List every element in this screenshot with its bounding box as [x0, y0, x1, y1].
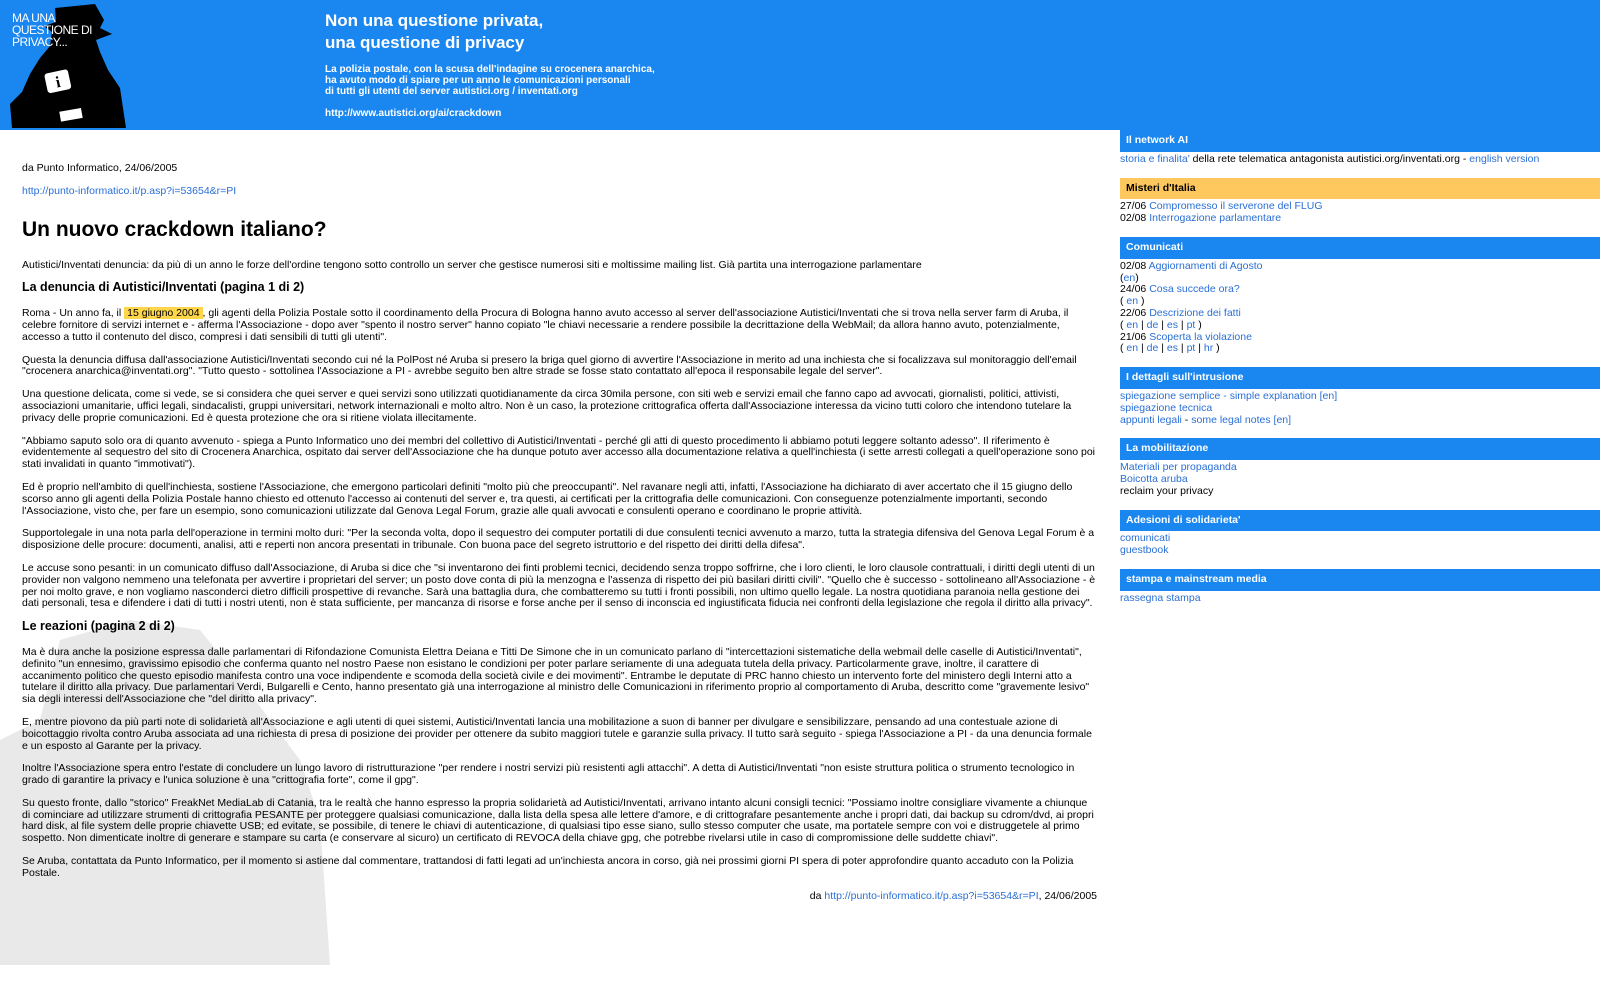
lang-link-es[interactable]: es [1166, 342, 1179, 355]
box-comunicati [1120, 237, 1600, 355]
item-date: 27/06 [1120, 200, 1147, 213]
boycott-aruba-link[interactable]: Boicotta aruba [1120, 472, 1188, 485]
item-date: 24/06 [1120, 283, 1147, 296]
header-subtitle [325, 64, 655, 97]
paragraph-10: Inoltre l'Associazione spera entro l'estate di concludere un lungo lavoro di ristrutturazione "per rendere i nostri servizi più resistenti agli attacchi". A detta di Autistici/Inventati "non esiste struttura politica o strumento tecnologico in grado di garantire la privacy e l'unica soluzione è una "crittografia forte", come il gpg". [22, 762, 1075, 787]
paragraph-2: Questa la denuncia diffusa dall'associazione Autistici/Inventati secondo cui né la PolPost né Aruba si presero la briga quel giorno di avvertire l'Associazione in merito ad una inchiesta che si focalizzava sul monitoraggio dell'email "crocenera anarchica@inventati.org". "Tutto questo - sottolinea l'Associazione a PI - avrebbe seguito ben altre strade se fosse stato contattato all'epoca il responsabile legale del server". [22, 353, 1077, 378]
lang-link-de[interactable]: de [1146, 318, 1159, 331]
page-heading [325, 10, 543, 54]
misteri-link-interrogazione[interactable]: Interrogazione parlamentare [1149, 212, 1282, 225]
sidebar [1120, 130, 1600, 617]
paragraph-1 [22, 308, 1097, 343]
paragraph-3: Una questione delicata, come si vede, se si considera che quei server e quei servizi sono utilizzati quotidianamente da circa 30mila persone, con siti web e servizi email che fanno capo ad avvocati, giornalisti, politici, attivisti, associazioni umanitarie, uffici legali, sindacalisti, gruppi universitari, network internazionali e molto altro. Non è un caso, la protezione crittografica offerta dall'Associazione interessa da vicino tutti coloro che intendono tutelare la privacy delle proprie comunicazioni. Ed è questa protezione che ora si ritiene violata illecitamente. [22, 388, 1072, 424]
separator: - [1181, 413, 1192, 426]
box-stampa-title: stampa e mainstream media [1120, 569, 1600, 591]
paragraph-7: Le accuse sono pesanti: in un comunicato diffuso dall'Associazione, di Aruba si dice che "si inventarono dei finti problemi tecnici, decidendo senza troppo soffrirne, che i loro clienti, le loro clausole contrattuali, i diritti degli utenti di un provider non valgono nemmeno una telefonata per avvertire i proprietari del server; un posto dove conta di più la menzogna e l'assenza di rispetto dei più basilari diritti civili". "Quello che è successo - sottolineano all'Associazione - è per noi molto grave, e non vogliamo nasconderci dietro difficili prospettive di revanche. Sarà una battaglia dura, che combatteremo su tutti i fronti possibili, non ultimo quello legale. La nostra quotidiana paranoia nella gestione dei dati personali, tesa e difendere i dati di tutti i nostri utenti, non è stata sufficiente, per mancanza di risorse e forse anche per il senso di inconscia ed ingiustificata fiducia nei confronti della legislazione che regola il diritto alla privacy". [22, 561, 1096, 610]
logo-text: MA UNA QUESTIONE DI PRIVACY... [12, 11, 93, 49]
source-link[interactable]: http://punto-informatico.it/p.asp?i=53654&r=PI [22, 184, 237, 197]
language-links: (en) [1120, 271, 1139, 284]
lang-link-pt[interactable]: pt [1186, 342, 1196, 355]
subtitle-line-3: di tutti gli utenti del server autistici.org / inventati.org [325, 86, 578, 97]
propaganda-link[interactable]: Materiali per propaganda [1120, 461, 1237, 474]
item-date: 22/06 [1120, 306, 1147, 319]
comunicati-item [1120, 284, 1600, 296]
legal-notes-it-link[interactable]: appunti legali [1120, 413, 1182, 426]
footer-source-link[interactable]: http://punto-informatico.it/p.asp?i=53654&r=PI [824, 889, 1039, 902]
language-links: ( en | de | es | pt | hr ) [1120, 342, 1220, 355]
highlighted-date: 15 giugno 2004 [124, 307, 202, 319]
paragraph-12: Se Aruba, contattata da Punto Informatico, per il momento si astiene dal commentare, trattandosi di fatti legati ad un'inchiesta ancora in corso, già nei prossimi giorni PI spera di poter approfondire quanto accaduto con la Polizia Postale. [22, 855, 1074, 879]
technical-explanation-link[interactable]: spiegazione tecnica [1120, 401, 1213, 414]
box-adesioni [1120, 510, 1600, 557]
lang-link-de[interactable]: de [1146, 342, 1159, 355]
section-heading-2: Le reazioni (pagina 2 di 2) [22, 619, 175, 634]
item-date: 21/06 [1120, 330, 1147, 343]
english-version-link[interactable]: english version [1469, 152, 1540, 165]
lang-link-pt[interactable]: pt [1186, 318, 1196, 331]
heading-line-2: una questione di privacy [325, 33, 525, 52]
paragraph-5: Ed è proprio nell'ambito di quell'inchiesta, sostiene l'Associazione, che emergono particolari definiti "molto più che preoccupanti". Nel ravanare negli atti, infatti, l'Associazione ha dichiarato di aver accertato che il 15 giugno dello scorso anno gli agenti della Polizia Postale hanno chiesto ed ottenuto l'accesso ai contenuti del server e, tra questi, ai certificati per la crittografia delle comunicazioni. Con conseguenze potenzialmente importanti, secondo l'Associazione, visto che, per fare un esempio, sono comunicazioni utilizzate dal Genova Legal Forum, grazie alle quali avvocati e consulenti operano e coordinano le proprie attività. [22, 480, 1073, 517]
header-url[interactable]: http://www.autistici.org/ai/crackdown [325, 108, 502, 119]
language-links: ( en ) [1120, 295, 1145, 308]
paragraph-8: Ma è dura anche la posizione espressa dalle parlamentari di Rifondazione Comunista Elettra Deiana e Titti De Simone che in un comunicato parlano di "intercettazioni sistematiche della webmail delle caselle di Autistici/Inventati", definito "un ennesimo, gravissimo episodio che conferma quanto nel nostro Paese non esistano le condizioni per poter parlare seriamente di una adeguata tutela della privacy. Particolarmente grave, inoltre, il carattere di accanimento politico che questo episodio manifesta contro una voce indipendente e scomoda della società civile e dei movimenti". Entrambe le deputate di PRC hanno chiesto un intervento forte del ministero degli Interni atto a tutelare il diritto alla privacy. Due parlamentari Verdi, Bulgarelli e Cento, hanno presentato già una interrogazione al ministro delle Comunicazioni in riferimento proprio al comportamento di Aruba, descritto come "gravemente lesivo" sia degli interessi dell'Associazione che "del diritto alla privacy". [22, 645, 1090, 706]
paragraph-9: E, mentre piovono da più parti note di solidarietà all'Associazione e agli utenti di quei sistemi, Autistici/Inventati lancia una mobilitazione a suon di banner per divulgare e sensibilizzare, pensando ad una contestuale azione di boicottaggio rivolta contro Aruba associata ad una richiesta di presa di posizione dei provider per ottenere da subito maggiori tutele e garanzie sulla privacy. Il tutto sarà seguito - spiega l'Associazione a PI - da una denuncia formale e un esposto al Garante per la privacy. [22, 715, 1092, 752]
language-links: ( en | de | es | pt ) [1120, 318, 1202, 331]
paragraph-6: Supportolegale in una nota parla dell'operazione in termini molto duri: "Per la seconda volta, dopo il sequestro dei computer portatili di due consulenti tecnici avvenuto a marzo, tutta la strategia difensiva del Genova Legal Forum è a disposizione delle procure: documenti, analisi, atti e reperti non ancora presentati in tribunale. Con buona pace del segreto istruttorio e del rispetto dei diritti della difesa". [22, 527, 1095, 552]
comunicati-link-descrizione[interactable]: Descrizione dei fatti [1149, 306, 1241, 319]
comunicati-link-cosa-succede[interactable]: Cosa succede ora? [1149, 283, 1240, 296]
box-dettagli-title: I dettagli sull'intrusione [1120, 367, 1600, 389]
box-network [1120, 130, 1600, 166]
article-title: Un nuovo crackdown italiano? [22, 217, 327, 241]
comunicati-link-scoperta[interactable]: Scoperta la violazione [1149, 330, 1252, 343]
reclaim-privacy-text: reclaim your privacy [1120, 484, 1214, 497]
subtitle-line-1: La polizia postale, con la scusa dell'indagine su crocenera anarchica, [325, 64, 655, 75]
guestbook-link[interactable]: guestbook [1120, 544, 1169, 557]
box-misteri-title: Misteri d'Italia [1120, 178, 1600, 200]
source-line: da Punto Informatico, 24/06/2005 [22, 162, 178, 174]
footer-prefix: da [809, 889, 822, 902]
article-lead: Autistici/Inventati denuncia: da più di un anno le forze dell'ordine tengono sotto controllo un server che gestisce numerosi siti e moltissime mailing list. Già partita una interrogazione parlamentare [22, 258, 922, 271]
paragraph-1-rest: , gli agenti della Polizia Postale sotto il coordinamento della Procura di Bologna hanno avuto accesso al server dell'associazione Autistici/Inventati che si trova nella server farm di Aruba, il celebre fornitore di servizi internet e - afferma l'Associazione - dopo aver "spento il nostro server" hanno copiato "le chiavi necessarie a rendere possibile la decrittazione della WebMail; da allora hanno avuto, potenzialmente, accesso a tutto il contenuto del disco, compresi i dati sensibili di tutti gli utenti". [22, 307, 1069, 343]
comunicati-solidarity-link[interactable]: comunicati [1120, 532, 1171, 545]
box-mobilitazione [1120, 438, 1600, 497]
misteri-item [1120, 213, 1600, 225]
box-stampa [1120, 569, 1600, 605]
footer-source [22, 891, 1097, 903]
section-heading-1: La denuncia di Autistici/Inventati (pagina 1 di 2) [22, 280, 305, 295]
lang-link-en[interactable]: en [1126, 295, 1139, 308]
simple-explanation-link[interactable]: spiegazione semplice - simple explanation [en] [1120, 389, 1338, 402]
history-link[interactable]: storia e finalita' [1120, 152, 1190, 165]
legal-notes-en-link[interactable]: some legal notes [en] [1191, 413, 1292, 426]
footer-suffix: , 24/06/2005 [1038, 889, 1097, 902]
subtitle-line-2: ha avuto modo di spiare per un anno le comunicazioni personali [325, 75, 631, 86]
box-dettagli [1120, 367, 1600, 426]
press-review-link[interactable]: rassegna stampa [1120, 591, 1201, 604]
site-header [0, 0, 1600, 130]
item-date: 02/08 [1120, 212, 1147, 225]
box-adesioni-title: Adesioni di solidarieta' [1120, 510, 1600, 532]
lang-link-en[interactable]: en [1123, 271, 1136, 284]
lang-link-es[interactable]: es [1166, 318, 1179, 331]
box-mobilitazione-title: La mobilitazione [1120, 438, 1600, 460]
lang-link-en[interactable]: en [1126, 342, 1139, 355]
paragraph-4: "Abbiamo saputo solo ora di quanto avvenuto - spiega a Punto Informatico uno dei membri del collettivo di Autistici/Inventati - perché gli atti di questo procedimento li abbiamo potuti leggere soltanto adesso". Il riferimento è evidentemente al sequestro del sito di Crocenera Anarchica, ospitato dai server dell'Associazione che ha dunque potuto aver accesso alla documentazione relativa a quell'inchiesta (i sette arresti collegati a quell'operazione sono poi stati invalidati in quanto "immotivati"). [22, 434, 1095, 471]
comunicati-link-agosto[interactable]: Aggiornamenti di Agosto [1148, 259, 1263, 272]
item-date: 02/08 [1120, 259, 1147, 272]
lang-link-hr[interactable]: hr [1203, 342, 1214, 355]
box-network-title: Il network AI [1120, 130, 1600, 152]
article [22, 163, 1097, 902]
svg-text:i: i [54, 73, 63, 92]
network-text: della rete telematica antagonista autistici.org/inventati.org - [1189, 152, 1470, 165]
paragraph-11: Su questo fronte, dallo "storico" FreakNet MediaLab di Catania, tra le realtà che hanno espresso la propria solidarietà ad Autistici/Inventati, arrivano intanto alcuni consigli tecnici: "Possiamo inoltre consigliare vivamente a chiunque di cominciare ad utilizzare strumenti di crittografia PESANTE per proteggere qualsiasi comunicazione, dalla lista della spesa alle lettere d'amore, e di crittografare pesantemente anche i propri dati, dai backup su cdrom/dvd, ai propri hard disk, al file system delle proprie chiavette USB; ed evitate, se possibile, di tenere le chiavi di autenticazione, di qualsiasi tipo esse siano, sullo stesso computer che usate, ma portatele sempre con voi e distruggetele al primo sospetto. Non dimenticate inoltre di generare e stampare su carta (e conservare al sicuro) un certificato di REVOCA della chiave gpg, che potrebbe rivelarsi utile in caso di compromissione delle suddette chiavi". [22, 796, 1094, 845]
box-misteri [1120, 178, 1600, 225]
heading-line-1: Non una questione privata, [325, 11, 544, 30]
misteri-link-flug[interactable]: Compromesso il serverone del FLUG [1149, 200, 1323, 213]
comunicati-item [1120, 261, 1600, 273]
paragraph-1-start: Roma - Un anno fa, il [22, 307, 122, 320]
box-comunicati-title: Comunicati [1120, 237, 1600, 259]
lang-link-en[interactable]: en [1126, 318, 1139, 331]
